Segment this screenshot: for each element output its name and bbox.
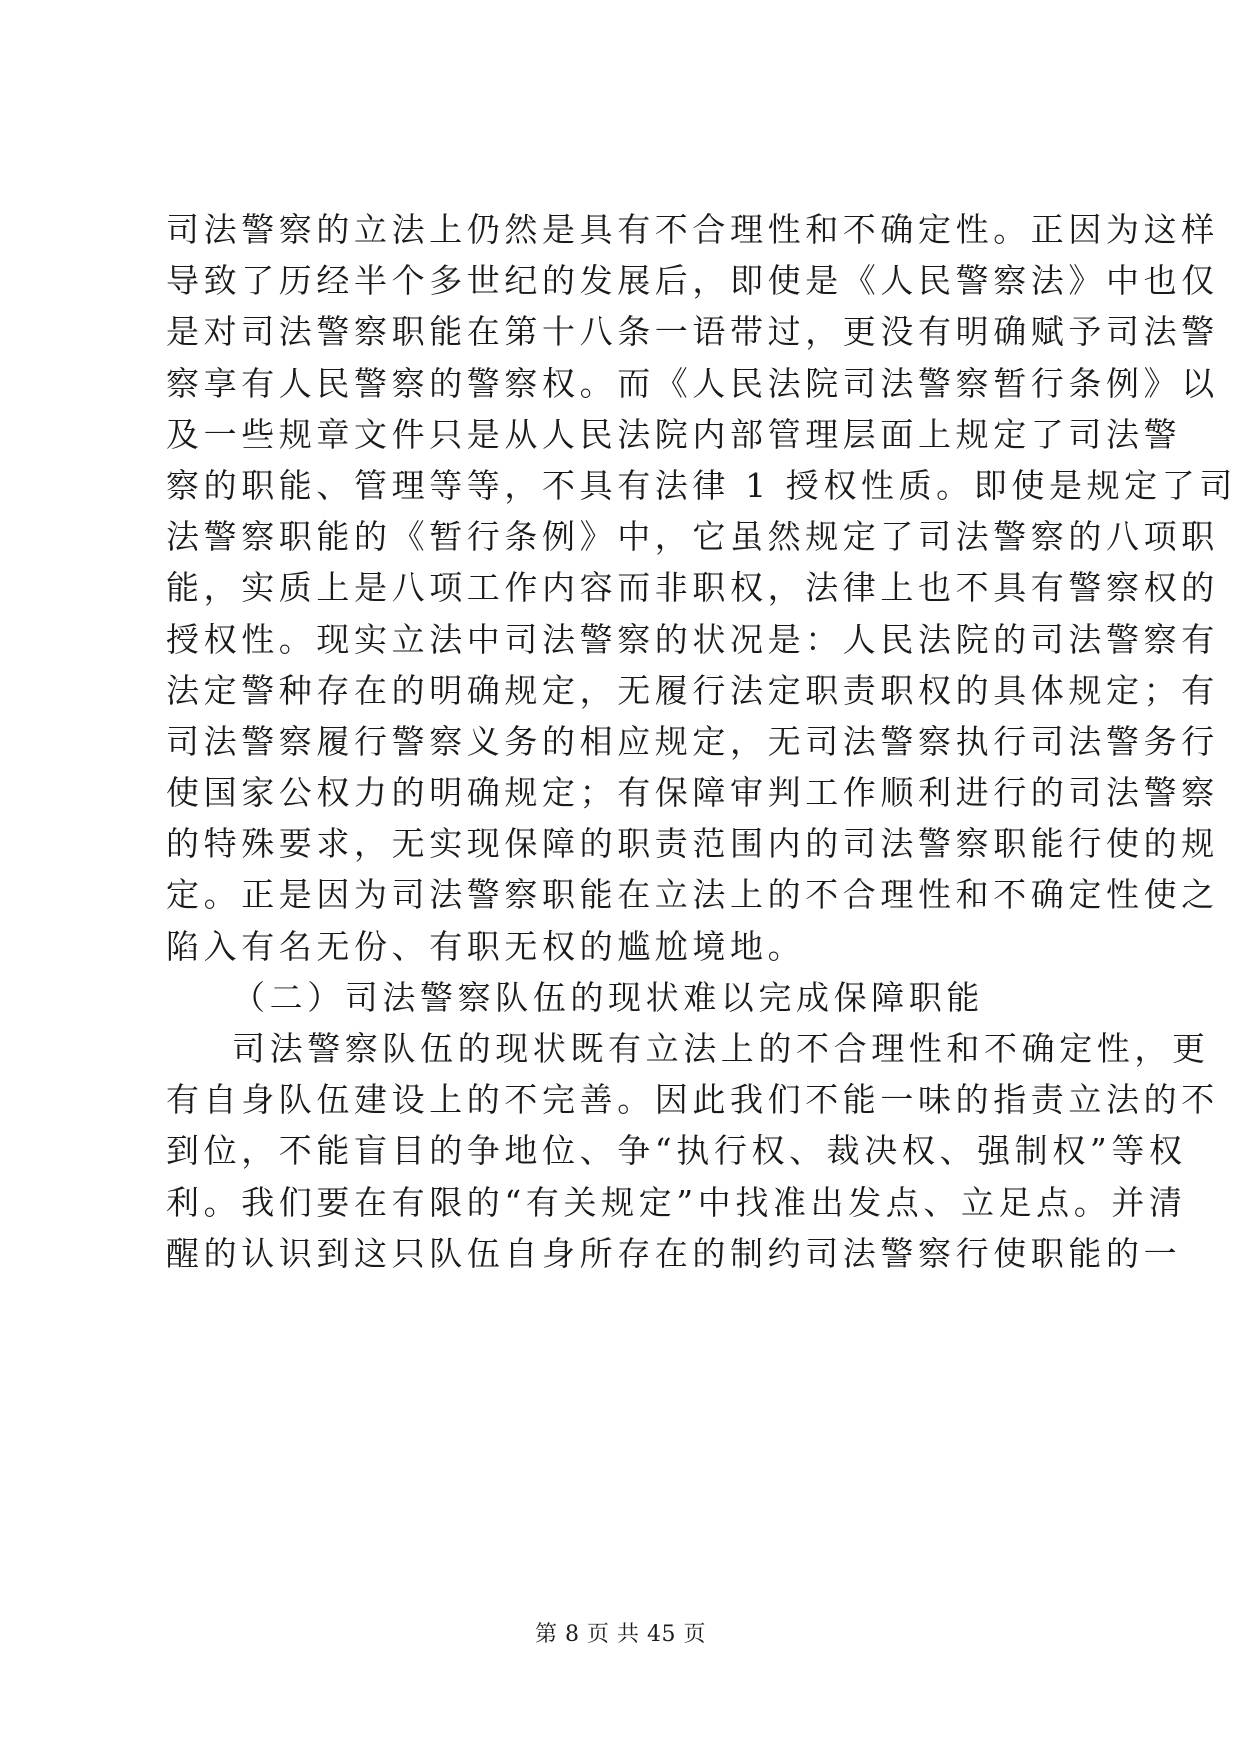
text-line: 法警察职能的《暂行条例》中，它虽然规定了司法警察的八项职 (166, 517, 1219, 557)
text-line: 司法警察履行警察义务的相应规定，无司法警察执行司法警务行 (166, 721, 1219, 761)
section-heading: （二）司法警察队伍的现状难以完成保障职能 (232, 977, 984, 1017)
text-line: 到位，不能盲目的争地位、争“执行权、裁决权、强制权”等权 (166, 1131, 1187, 1171)
text-line: 司法警察的立法上仍然是具有不合理性和不确定性。正因为这样 (166, 210, 1219, 249)
page-footer: 第 8 页 共 45 页 (535, 1622, 706, 1647)
text-line: 陷入有名无份、有职无权的尴尬境地。 (166, 926, 806, 966)
text-line: 醒的认识到这只队伍自身所存在的制约司法警察行使职能的一 (166, 1233, 1182, 1273)
text-line: 使国家公权力的明确规定；有保障审判工作顺利进行的司法警察 (166, 773, 1219, 813)
text-line: 利。我们要在有限的“有关规定”中找准出发点、立足点。并清 (166, 1182, 1187, 1222)
body-text (166, 204, 1237, 1279)
text-line: 及一些规章文件只是从人民法院内部管理层面上规定了司法警 (166, 414, 1182, 454)
text-line: 法定警种存在的明确规定，无履行法定职责职权的具体规定；有 (166, 670, 1219, 710)
text-line: 察享有人民警察的警察权。而《人民法院司法警察暂行条例》以 (166, 363, 1219, 403)
text-line: 授权性。现实立法中司法警察的状况是：人民法院的司法警察有 (166, 619, 1219, 659)
text-line: 司法警察队伍的现状既有立法上的不合理性和不确定性，更 (232, 1029, 1210, 1068)
text-line: 定。正是因为司法警察职能在立法上的不合理性和不确定性使之 (166, 875, 1219, 915)
text-line: 察的职能、管理等等，不具有法律 1 授权性质。即使是规定了司 (166, 465, 1237, 505)
text-line: 有自身队伍建设上的不完善。因此我们不能一味的指责立法的不 (166, 1080, 1219, 1120)
text-line: 能，实质上是八项工作内容而非职权，法律上也不具有警察权的 (166, 568, 1219, 608)
text-line: 是对司法警察职能在第十八条一语带过，更没有明确赋予司法警 (166, 312, 1219, 352)
text-line: 的特殊要求，无实现保障的职责范围内的司法警察职能行使的规 (166, 824, 1219, 864)
text-line: 导致了历经半个多世纪的发展后，即使是《人民警察法》中也仅 (166, 261, 1219, 301)
